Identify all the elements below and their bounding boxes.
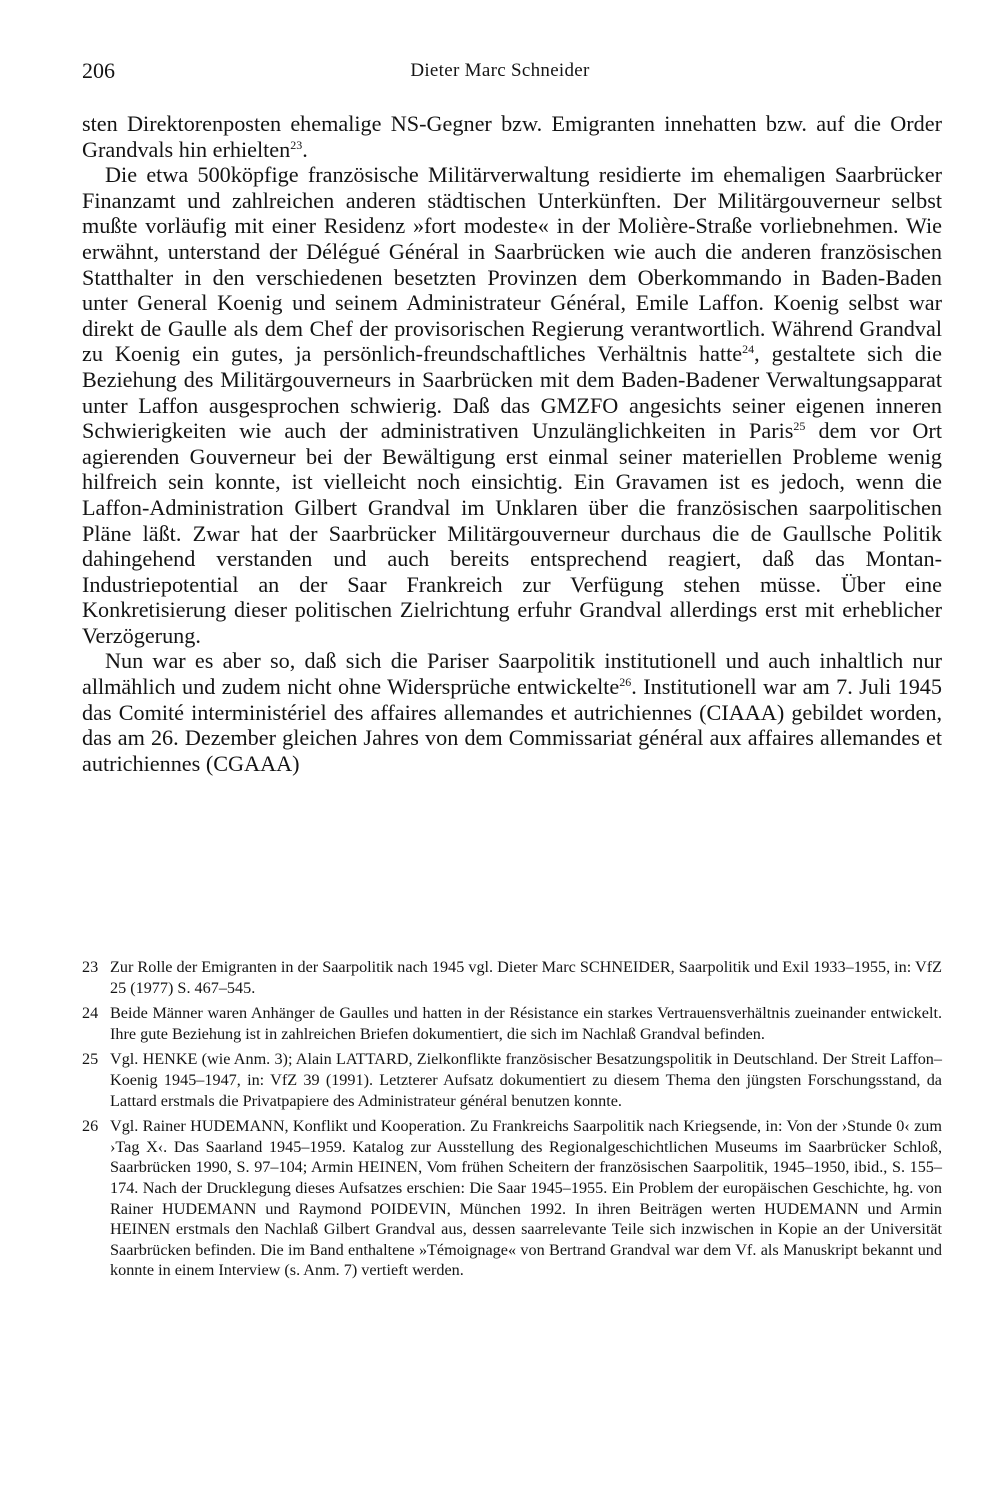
footnote-marker: 23 xyxy=(290,137,303,152)
footnote-26 xyxy=(82,1116,942,1281)
footnote-number: 25 xyxy=(82,1050,99,1069)
paragraph-text: sten Direktorenposten ehemalige NS-Gegner bzw. Emigranten innehatten bzw. auf die Order Grandvals hin erhielten xyxy=(82,111,942,162)
footnote-25 xyxy=(82,1049,942,1111)
paragraph-text: , gestaltete sich die Beziehung des Militärgouverneurs in Saarbrücken mit dem Baden-Badener Verwaltungsapparat unter Laffon ausgesprochen schwierig. Daß das GMZFO angesichts seiner eigenen inneren Schwierigkeiten wie auch der administrativen Unzulänglichkeiten in Paris xyxy=(82,341,942,444)
running-head: Dieter Marc Schneider xyxy=(410,60,590,81)
page-number: 206 xyxy=(82,58,115,83)
main-text xyxy=(82,111,942,776)
footnote-marker: 25 xyxy=(793,419,806,434)
body-paragraph xyxy=(82,111,942,162)
footnote-text: Vgl. HENKE (wie Anm. 3); Alain LATTARD, Zielkonflikte französischer Besatzungspolitik in Deutschland. Der Streit Laffon–Koenig 1945–1947, in: VfZ 39 (1991). Letzterer Aufsatz dokumentiert zu diesem Thema den jüngsten Forschungsstand, da Lattard erstmals die Privatpapiere des Administrateur général benutzen konnte. xyxy=(110,1050,942,1110)
paragraph-text: Nun war es aber so, daß sich die Pariser Saarpolitik institutionell und auch inhaltlich nur allmählich und zudem nicht ohne Widersprüche entwickelte xyxy=(82,648,942,700)
footnote-text: Beide Männer waren Anhänger de Gaulles und hatten in der Résistance ein starkes Vertrauensverhältnis zueinander entwickelt. Ihre gute Beziehung ist in zahlreichen Briefen dokumentiert, die sich im Nachlaß Grandval befinden. xyxy=(110,1004,942,1043)
footnote-number: 23 xyxy=(82,958,99,976)
footnotes xyxy=(82,957,942,1286)
footnote-marker: 26 xyxy=(619,675,632,690)
body-paragraph xyxy=(82,648,942,776)
body-paragraph xyxy=(82,162,942,648)
paragraph-text: . Institutionell war am 7. Juli 1945 das Comité interministériel des affaires allemandes et autrichiennes (CIAAA) gebildet worden, das am 26. Dezember gleichen Jahres von dem Commissariat général aux affaires allemandes et autrichiennes (CGAAA) xyxy=(82,674,942,776)
paragraph-text: dem vor Ort agierenden Gouverneur bei der Bewältigung erst einmal seiner materiellen Probleme wenig hilfreich sein konnte, ist vielleicht noch einsichtig. Ein Gravamen ist es jedoch, wenn die Laffon-Administration Gilbert Grandval im Unklaren über die französischen saarpolitischen Pläne läßt. Zwar hat der Saarbrücker Militärgouverneur durchaus die de Gaullsche Politik dahingehend verstanden und auch bereits entsprechend reagiert, daß das Montan-Industriepotential an der Saar Frankreich zur Verfügung stehen müsse. Über eine Konkretisierung dieser politischen Zielrichtung erfuhr Grandval allerdings erst mit erheblicher Verzögerung. xyxy=(82,418,942,648)
footnote-text: Vgl. Rainer HUDEMANN, Konflikt und Kooperation. Zu Frankreichs Saarpolitik nach Kriegsende, in: Von der ›Stunde 0‹ zum ›Tag X‹. Das Saarland 1945–1959. Katalog zur Ausstellung des Regionalgeschichtlichen Museums im Saarbrücker Schloß, Saarbrücken 1990, S. 97–104; Armin HEINEN, Vom frühen Scheitern der französischen Saarpolitik, 1945–1950, ibid., S. 155–174. Nach der Drucklegung dieses Aufsatzes erschien: Die Saar 1945–1955. Ein Problem der europäischen Geschichte, hg. von Rainer HUDEMANN und Raymond POIDEVIN, München 1992. In ihren Beiträgen werten HUDEMANN und Armin HEINEN erstmals den Nachlaß Gilbert Grandval aus, dessen saarrelevante Teile sich inzwischen in Kopie an der Universität Saarbrücken befinden. Die im Band enthaltene »Témoignage« von Bertrand Grandval war dem Vf. als Manuskript bekannt und konnte in einem Interview (s. Anm. 7) vertieft werden. xyxy=(110,1117,942,1280)
footnote-24 xyxy=(82,1003,942,1044)
footnote-number: 24 xyxy=(82,1004,99,1023)
footnote-marker: 24 xyxy=(742,342,755,357)
footnote-text: Zur Rolle der Emigranten in der Saarpolitik nach 1945 vgl. Dieter Marc SCHNEIDER, Saarpolitik und Exil 1933–1955, in: VfZ 25 (1977) S. 467–545. xyxy=(110,958,942,997)
paragraph-text: . xyxy=(302,136,308,162)
footnote-number: 26 xyxy=(82,1117,99,1136)
footnote-23 xyxy=(82,957,942,998)
paragraph-text: Die etwa 500köpfige französische Militärverwaltung residierte im ehemaligen Saarbrücker Finanzamt und zahlreichen anderen städtischen Unterkünften. Der Militärgouverneur selbst mußte vorläufig mit einer Residenz »fort modeste« in der Molière-Straße vorliebnehmen. Wie erwähnt, unterstand der Délégué Général in Saarbrücken wie auch die anderen französischen Statthalter in den verschiedenen besetzten Provinzen dem Oberkommando in Baden-Baden unter General Koenig und seinem Administrateur Général, Emile Laffon. Koenig selbst war direkt de Gaulle als dem Chef der provisorischen Regierung verantwortlich. Während Grandval zu Koenig ein gutes, ja persönlich-freundschaftliches Verhältnis hatte xyxy=(82,162,942,367)
